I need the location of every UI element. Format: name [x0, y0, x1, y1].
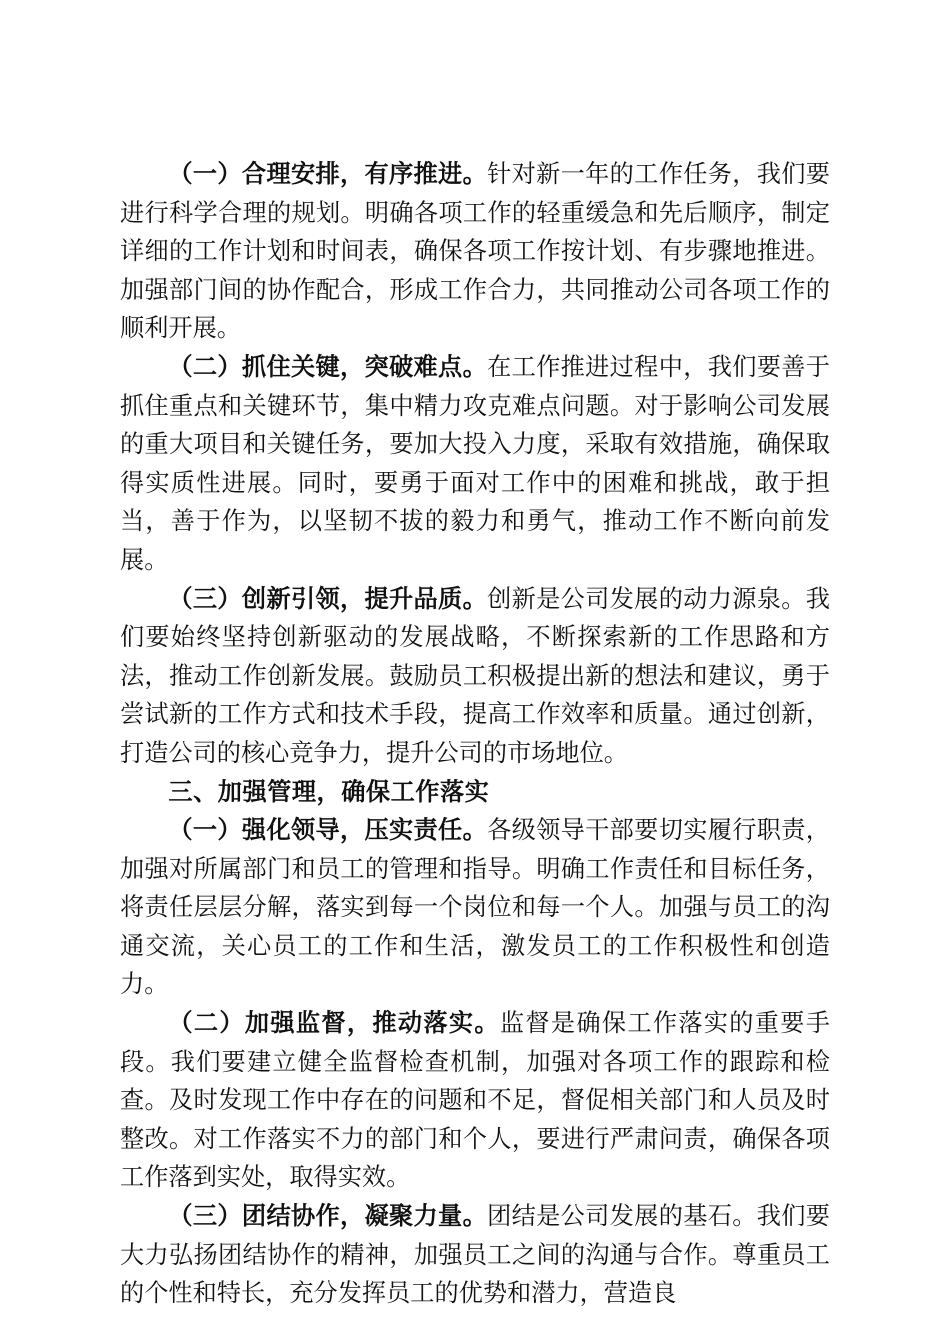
paragraph-text: 创新是公司发展的动力源泉。我们要始终坚持创新驱动的发展战略，不断探索新的工作思路和方法，推动工作创新发展。鼓励员工积极提出新的想法和建议，勇于尝试新的工作方式和技术手段，提高工作效率和质量。通过创新，打造公司的核心竞争力，提升公司的市场地位。 [120, 584, 830, 767]
paragraph-lead: （二）加强监督，推动落实。 [168, 1009, 500, 1038]
paragraph-3-3 [120, 1197, 830, 1313]
paragraph-lead: （三）团结协作，凝聚力量。 [168, 1202, 488, 1231]
paragraph-text: 团结是公司发展的基石。我们要大力弘扬团结协作的精神，加强员工之间的沟通与合作。尊重员工的个性和特长，充分发挥员工的优势和潜力，营造良 [120, 1202, 830, 1308]
paragraph-text: 在工作推进过程中，我们要善于抓住重点和关键环节，集中精力攻克难点问题。对于影响公司发展的重大项目和关键任务，要加大投入力度，采取有效措施，确保取得实质性进展。同时，要勇于面对工作中的困难和挑战，敢于担当，善于作为，以坚韧不拔的毅力和勇气，推动工作不断向前发展。 [120, 352, 830, 574]
paragraph-text: 各级领导干部要切实履行职责，加强对所属部门和员工的管理和指导。明确工作责任和目标任务，将责任层层分解，落实到每一个岗位和每一个人。加强与员工的沟通交流，关心员工的工作和生活，激发员工的工作积极性和创造力。 [120, 816, 830, 999]
paragraph-3-2 [120, 1004, 830, 1197]
paragraph-lead: （二）抓住关键，突破难点。 [168, 352, 488, 381]
paragraph-text: 针对新一年的工作任务，我们要进行科学合理的规划。明确各项工作的轻重缓急和先后顺序，制定详细的工作计划和时间表，确保各项工作按计划、有步骤地推进。加强部门间的协作配合，形成工作合力，共同推动公司各项工作的顺利开展。 [120, 160, 830, 343]
paragraph-lead: （一）强化领导，压实责任。 [168, 816, 488, 845]
paragraph-2-3 [120, 580, 830, 773]
section-heading-3: 三、加强管理，确保工作落实 [168, 777, 490, 806]
document-body [120, 155, 830, 1313]
paragraph-3-1 [120, 811, 830, 1004]
paragraph-lead: （一）合理安排，有序推进。 [168, 160, 488, 188]
paragraph-2-2 [120, 348, 830, 580]
paragraph-text: 监督是确保工作落实的重要手段。我们要建立健全监督检查机制，加强对各项工作的跟踪和检查。及时发现工作中存在的问题和不足，督促相关部门和人员及时整改。对工作落实不力的部门和个人，要进行严肃问责，确保各项工作落到实处，取得实效。 [120, 1009, 830, 1192]
paragraph-2-1 [120, 155, 830, 348]
paragraph-lead: （三）创新引领，提升品质。 [168, 584, 488, 613]
